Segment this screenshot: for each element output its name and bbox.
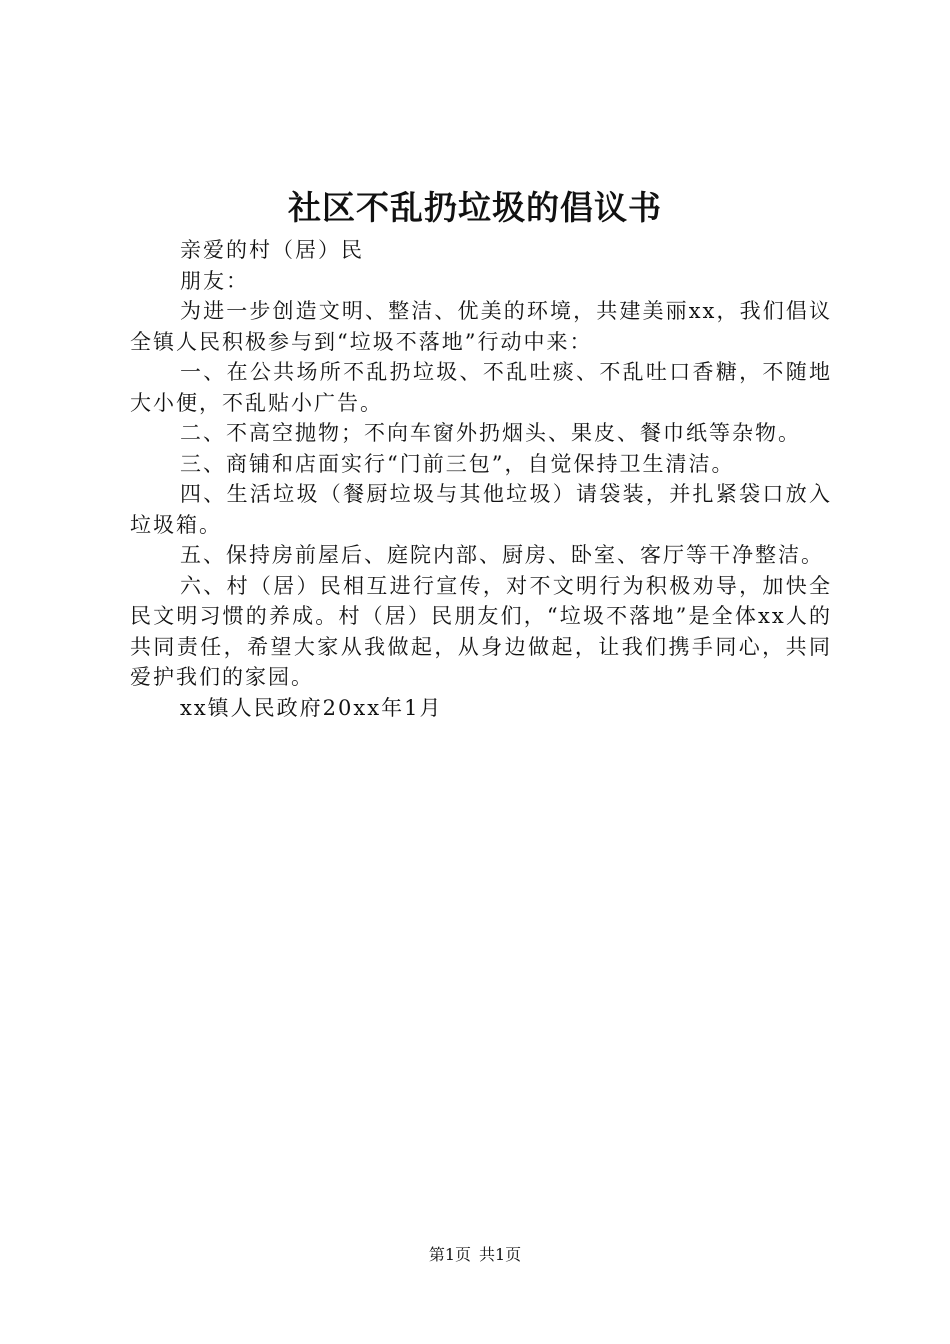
signature-line: xx镇人民政府20xx年1月 <box>180 695 443 720</box>
page-footer <box>0 1244 950 1266</box>
item-3-paragraph: 三、商铺和店面实行“门前三包”，自觉保持卫生清洁。 <box>180 451 735 476</box>
item-2-paragraph: 二、不高空抛物；不向车窗外扔烟头、果皮、餐巾纸等杂物。 <box>180 421 801 445</box>
document-body <box>130 235 832 723</box>
item-6-paragraph: 六、村（居）民相互进行宣传，对不文明行为积极劝导，加快全民文明习惯的养成。村（居）民朋友们，“垃圾不落地”是全体xx人的共同责任，希望大家从我做起，从身边做起，让我们携手同心，共同爱护我们的家园。 <box>130 573 832 689</box>
document-title: 社区不乱扔垃圾的倡议书 <box>288 188 662 227</box>
intro-paragraph: 为进一步创造文明、整洁、优美的环境，共建美丽xx，我们倡议全镇人民积极参与到“垃圾不落地”行动中来： <box>130 299 832 354</box>
item-4-paragraph: 四、生活垃圾（餐厨垃圾与其他垃圾）请袋装，并扎紧袋口放入垃圾箱。 <box>130 482 832 537</box>
page-total: 共1页 <box>479 1245 522 1264</box>
item-5-paragraph: 五、保持房前屋后、庭院内部、厨房、卧室、客厅等干净整洁。 <box>180 543 824 567</box>
item-1-paragraph: 一、在公共场所不乱扔垃圾、不乱吐痰、不乱吐口香糖，不随地大小便，不乱贴小广告。 <box>130 360 832 415</box>
salutation-line-1: 亲爱的村（居）民 <box>180 238 364 262</box>
page-number: 第1页 <box>428 1245 471 1264</box>
salutation-line-2: 朋友： <box>180 268 249 293</box>
